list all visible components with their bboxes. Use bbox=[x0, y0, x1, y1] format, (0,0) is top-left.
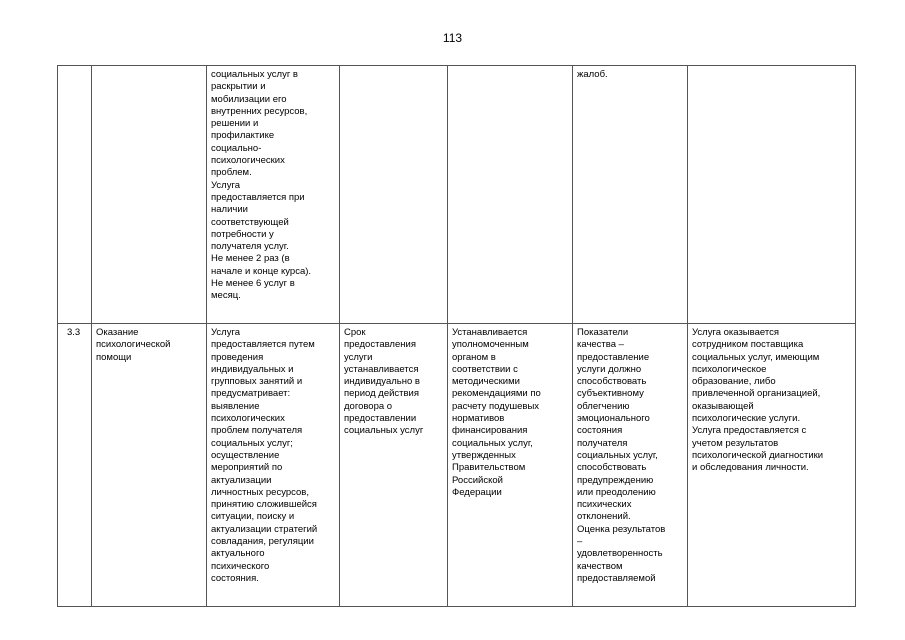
service-content-cell: Услуга предоставляется путем проведения индивидуальных и групповых занятий и предусматривает: выявление психологических проблем получателя социальных услуг; осуществление мероприятий по актуализации личностных ресурсов, принятию сложившейся ситуации, поиску и актуализации стратегий совладания, регуляции актуального психического состояния. bbox=[207, 324, 340, 607]
table-row bbox=[58, 66, 856, 324]
service-conditions-cell bbox=[688, 66, 856, 324]
row-number-cell: 3.3 bbox=[58, 324, 92, 607]
table-row bbox=[58, 324, 856, 607]
service-content-cell: социальных услуг в раскрытии и мобилизации его внутренних ресурсов, решении и профилактике социально- психологических проблем. Услуга предоставляется при наличии соответствующей потребности у получателя услуг. Не менее 2 раз (в начале и конце курса). Не менее 6 услуг в месяц. bbox=[207, 66, 340, 324]
service-name-cell bbox=[92, 66, 207, 324]
page-number: 113 bbox=[442, 31, 463, 45]
service-norm-cell bbox=[448, 66, 573, 324]
service-term-cell bbox=[340, 66, 448, 324]
service-norm-cell: Устанавливается уполномоченным органом в соответствии с методическими рекомендациями по расчету подушевых нормативов финансирования социальных услуг, утвержденных Правительством Российской Федерации bbox=[448, 324, 573, 607]
quality-indicators-cell: Показатели качества – предоставление услуги должно способствовать субъективному облегчению эмоционального состояния получателя социальных услуг, способствовать предупреждению или преодолению психических отклонений. Оценка результатов – удовлетворенность качеством предоставляемой bbox=[573, 324, 688, 607]
quality-indicators-cell: жалоб. bbox=[573, 66, 688, 324]
service-term-cell: Срок предоставления услуги устанавливается индивидуально в период действия договора о предоставлении социальных услуг bbox=[340, 324, 448, 607]
services-table bbox=[57, 65, 856, 607]
service-conditions-cell: Услуга оказывается сотрудником поставщика социальных услуг, имеющим психологическое образование, либо привлеченной организацией, оказывающей психологические услуги. Услуга предоставляется с учетом результатов психологической диагностики и обследования личности. bbox=[688, 324, 856, 607]
row-number-cell bbox=[58, 66, 92, 324]
service-name-cell: Оказание психологической помощи bbox=[92, 324, 207, 607]
